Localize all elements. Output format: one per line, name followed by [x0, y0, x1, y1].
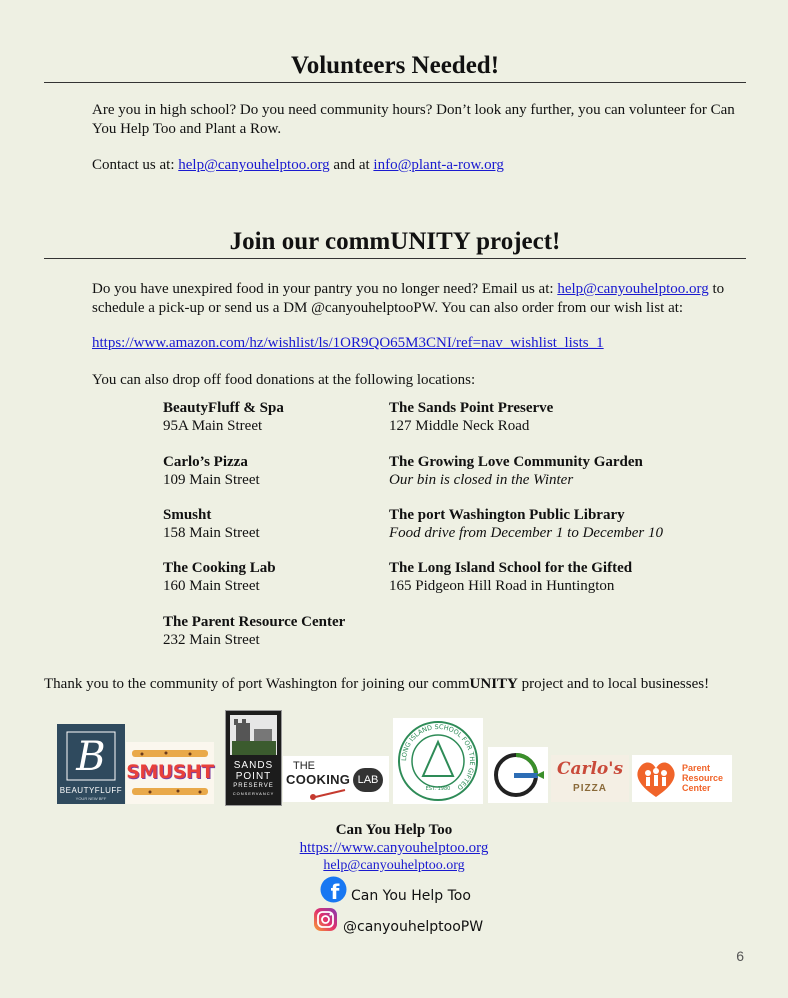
volunteer-text: Are you in high school? Do you need community hours? Don’t look any further, you can volunteer for Can You Help Too and Plant a Row. [92, 102, 735, 137]
location-item [389, 506, 663, 542]
location-item [163, 613, 345, 649]
location-address: 160 Main Street [163, 578, 260, 594]
footer-email-link[interactable]: help@canyouhelptoo.org [323, 858, 465, 873]
sands-line-2: POINT [235, 771, 272, 782]
sands-line-4: CONSERVANCY [232, 791, 275, 796]
thanks-text [44, 676, 764, 693]
location-address: 127 Middle Neck Road [389, 418, 530, 434]
community-text [92, 280, 752, 318]
facebook-label: Can You Help Too [351, 888, 471, 904]
location-item [389, 399, 553, 435]
location-name: The port Washington Public Library [389, 507, 625, 523]
community-text-post: to schedule a pick-up or send us a DM @canyouhelptooPW. You can also order from our wish list at: [92, 281, 725, 316]
email-link-info[interactable]: info@plant-a-row.org [373, 157, 504, 173]
location-note: Food drive from December 1 to December 10 [389, 525, 663, 541]
community-email-link[interactable]: help@canyouhelptoo.org [557, 281, 709, 297]
svg-text:f: f [330, 880, 340, 903]
dropoff-text: You can also drop off food donations at the following locations: [92, 372, 476, 388]
location-name: The Parent Resource Center [163, 614, 346, 630]
parent-line-2: Resource [682, 773, 724, 783]
footer-website-link[interactable]: https://www.canyouhelptoo.org [299, 840, 489, 856]
growing-love-mark-icon [488, 747, 548, 803]
page-number: 6 [736, 948, 744, 964]
footer-website-line [0, 840, 788, 857]
wishlist-link[interactable]: https://www.amazon.com/hz/wishlist/ls/1OR9QO65M3CNI/ref=nav_wishlist_lists_1 [92, 335, 604, 351]
community-text-pre: Do you have unexpired food in your pantry you no longer need? Email us at: [92, 281, 558, 297]
parent-line-1: Parent [682, 763, 711, 773]
cooking-lab: LAB [353, 768, 383, 792]
footer-org-name: Can You Help Too [335, 822, 453, 838]
carlos-pizza: PIZZA [573, 783, 607, 794]
location-item [163, 559, 276, 595]
location-name: BeautyFluff & Spa [163, 400, 284, 416]
email-link-help[interactable]: help@canyouhelptoo.org [178, 157, 330, 173]
thanks-pre: Thank you to the community of port Washington for joining our comm [44, 676, 470, 692]
community-title-post: project! [469, 228, 561, 255]
location-name: The Growing Love Community Garden [389, 454, 643, 470]
location-address: 109 Main Street [163, 472, 260, 488]
li-school-logo [393, 718, 483, 804]
location-name: The Sands Point Preserve [389, 400, 554, 416]
thanks-post: project and to local businesses! [517, 676, 710, 692]
community-heading [44, 228, 746, 259]
contact-mid: and at [329, 157, 374, 173]
location-item [163, 506, 260, 542]
location-name: The Cooking Lab [163, 560, 276, 576]
beautyfluff-logo [57, 724, 125, 804]
location-item [163, 453, 260, 489]
growing-love-logo [488, 747, 548, 803]
castle-icon [226, 711, 281, 757]
volunteer-contact [92, 156, 752, 175]
svg-text:B: B [76, 734, 106, 780]
carlos-pizza-logo [551, 755, 629, 802]
location-item [389, 453, 643, 489]
beautyfluff-name: BEAUTYFLUFF [59, 786, 123, 795]
sands-line-1: SANDS [233, 760, 274, 771]
parent-resource-logo [632, 755, 732, 802]
instagram-label: @canyouhelptooPW [343, 919, 484, 935]
volunteers-heading: Volunteers Needed! [44, 52, 746, 83]
school-est: EST. 1980 [425, 786, 451, 792]
location-note: Our bin is closed in the Winter [389, 472, 574, 488]
parent-line-3: Center [682, 783, 711, 793]
instagram-icon[interactable] [313, 907, 338, 932]
location-name: Smusht [163, 507, 212, 523]
cooking-the: THE [293, 760, 315, 772]
location-name: Carlo’s Pizza [163, 454, 248, 470]
location-address: 165 Pidgeon Hill Road in Huntington [389, 578, 615, 594]
cooking-lab-logo [283, 756, 389, 802]
thanks-caps: UNITY [469, 676, 518, 692]
sands-point-logo [225, 710, 282, 806]
location-address: 232 Main Street [163, 632, 260, 648]
sands-line-3: PRESERVE [233, 783, 274, 789]
community-title-caps: UNITY [390, 228, 470, 255]
school-seal-icon [393, 718, 483, 804]
location-address: 95A Main Street [163, 418, 263, 434]
carlos-name: Carlo's [556, 759, 624, 779]
location-item [163, 399, 284, 435]
location-item [389, 559, 632, 595]
heart-people-icon [634, 757, 678, 800]
flame-icon [305, 786, 355, 800]
smusht-logo [126, 742, 214, 804]
contact-prefix: Contact us at: [92, 157, 179, 173]
location-address: 158 Main Street [163, 525, 260, 541]
smusht-name: SMUSHT [126, 761, 214, 783]
beautyfluff-tag: YOUR NEW BFF [75, 796, 107, 801]
community-title-pre: Join our comm [229, 228, 391, 255]
wishlist-line [92, 334, 752, 353]
facebook-icon[interactable] [320, 876, 347, 903]
location-name: The Long Island School for the Gifted [389, 560, 633, 576]
school-ring-text: LONG ISLAND SCHOOL FOR THE GIFTED [399, 722, 477, 792]
footer-email-line [0, 858, 788, 874]
cooking-main: COOKING [286, 772, 351, 787]
